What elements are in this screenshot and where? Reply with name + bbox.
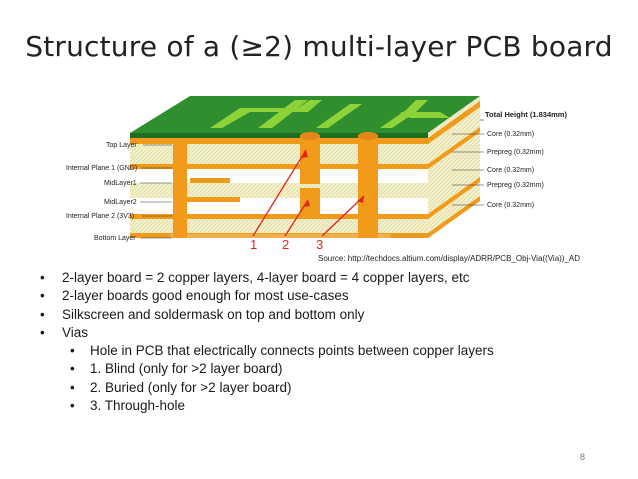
label-internal-plane-1: Internal Plane 1 (GND)	[66, 165, 138, 172]
sub-bullet-item	[34, 379, 624, 397]
bullet-text: 2. Buried (only for >2 layer board)	[90, 379, 292, 395]
label-midlayer2: MidLayer2	[104, 199, 137, 206]
bullet-text: Hole in PCB that electrically connects points between copper layers	[90, 343, 494, 359]
via-left	[173, 138, 187, 238]
midlayer1-copper	[190, 178, 230, 183]
via-through	[358, 136, 378, 238]
sub-bullet-item	[34, 397, 624, 415]
label-bottom-layer: Bottom Layer	[94, 235, 136, 242]
bullet-text: Vias	[62, 324, 89, 340]
sub-bullet-item	[34, 342, 624, 360]
bullet-item	[34, 287, 624, 305]
bottom-pads	[170, 234, 390, 238]
sub-bullet-item	[34, 360, 624, 378]
label-internal-plane-2: Internal Plane 2 (3V3)	[66, 213, 135, 220]
bullet-dot-icon: •	[70, 398, 75, 414]
bullet-dot-icon: •	[70, 379, 75, 395]
via-buried	[300, 188, 320, 218]
bullet-dot-icon: •	[70, 361, 75, 377]
label-prepreg-1: Prepreg (0.32mm)	[487, 149, 544, 156]
top-green-edge	[130, 133, 428, 138]
bullet-item	[34, 324, 624, 342]
label-midlayer1: MidLayer1	[104, 180, 137, 187]
via-blind-top	[300, 132, 320, 140]
label-total-height: Total Height (1.834mm)	[485, 110, 567, 119]
label-prepreg-2: Prepreg (0.32mm)	[487, 182, 544, 189]
bullet-text: 2-layer board = 2 copper layers, 4-layer board = 4 copper layers, etc	[62, 270, 470, 285]
midlayer2-copper	[180, 197, 240, 202]
bullet-dot-icon: •	[40, 306, 45, 322]
image-source-caption: Source: http://techdocs.altium.com/display/ADRR/PCB_Obj-Via((Via))_AD	[318, 254, 581, 263]
bullet-text: 1. Blind (only for >2 layer board)	[90, 361, 283, 377]
page-number: 8	[580, 452, 586, 462]
via-number-3: 3	[316, 237, 324, 252]
pcb-layer-diagram	[60, 88, 600, 253]
label-top-layer: Top Layer	[106, 142, 137, 149]
bullet-item	[34, 269, 624, 287]
label-core-2: Core (0.32mm)	[487, 167, 535, 174]
via-number-1: 1	[250, 237, 258, 252]
label-core-1: Core (0.32mm)	[487, 131, 535, 138]
bullet-dot-icon: •	[70, 343, 75, 359]
slide-title: Structure of a (≥2) multi-layer PCB board	[25, 30, 613, 63]
bullet-list	[34, 269, 624, 415]
bullet-text: Silkscreen and soldermask on top and bottom only	[62, 306, 365, 322]
via-number-2: 2	[282, 237, 290, 252]
bullet-item	[34, 306, 624, 324]
bullet-dot-icon: •	[40, 288, 45, 304]
via-through-top	[358, 132, 378, 140]
via-blind	[300, 136, 320, 184]
bullet-dot-icon: •	[40, 270, 45, 285]
bullet-text: 2-layer boards good enough for most use-cases	[62, 288, 349, 304]
bullet-dot-icon: •	[40, 324, 45, 340]
label-core-3: Core (0.32mm)	[487, 202, 535, 209]
bullet-text: 3. Through-hole	[90, 398, 186, 414]
